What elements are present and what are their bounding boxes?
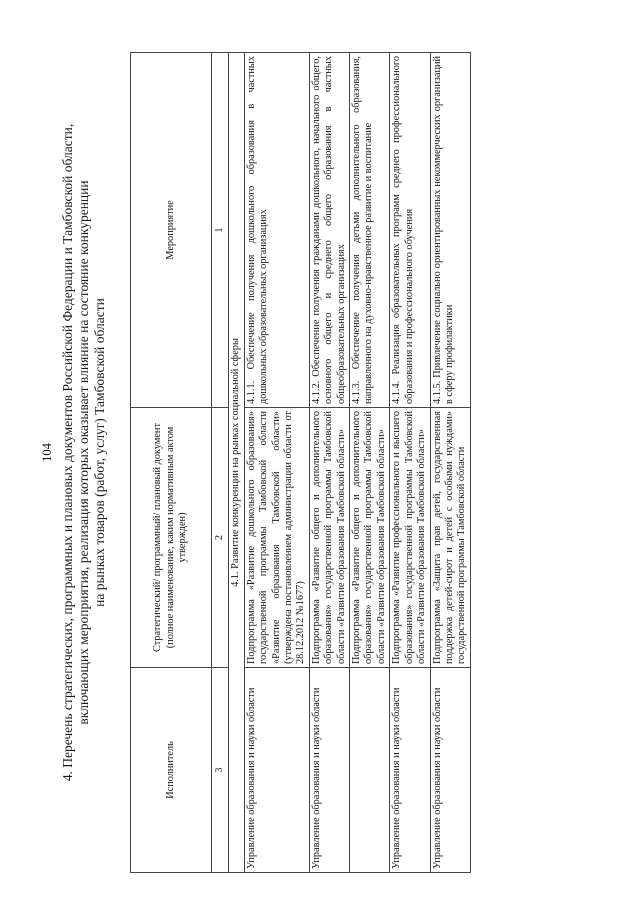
section-title: 4.1. Развитие конкуренции на рынках социальной сферы xyxy=(229,53,244,873)
activity-cell: 4.1.2. Обеспечение получения гражданами дошкольного, начального общего, основного общего и среднего общего образования в частных общеобразовательных организациях xyxy=(309,53,349,408)
table-header-row xyxy=(131,53,212,873)
table-row xyxy=(309,53,349,873)
page-number: 104 xyxy=(40,443,54,462)
column-number-row xyxy=(212,53,229,873)
activity-cell: 4.1.5. Привлечение социально ориентированных некоммерческих организаций в сферу профилактики xyxy=(430,53,470,408)
column-number: 2 xyxy=(212,408,229,668)
executor-cell: Управление образования и науки области xyxy=(430,668,470,873)
header-activity: Мероприятие xyxy=(131,53,212,408)
section-row xyxy=(229,53,244,873)
table-row xyxy=(244,53,309,873)
executor-cell: Управление образования и науки области xyxy=(309,668,349,873)
document-cell: Подпрограмма «Развитие профессионального и высшего образования» государственной программы Тамбовской области «Развитие образования Тамбовской области» xyxy=(390,408,430,668)
document-cell: Подпрограмма «Развитие общего и дополнительного образования» государственной программы Тамбовской области «Развитие образования Тамбовской области» xyxy=(309,408,349,668)
table-row xyxy=(350,53,390,873)
document-cell: Подпрограмма «Развитие дошкольного образования» государственной программы Тамбовской области «Развитие образования Тамбовской области» (утверждена постановлением администрации области от 28.12.2012 №1677) xyxy=(244,408,309,668)
activity-cell: 4.1.3. Обеспечение получения детьми дополнительного образования, направленного на духовно-нравственное развитие и воспитание xyxy=(350,53,390,408)
document-title xyxy=(60,30,108,875)
header-executor: Исполнитель xyxy=(131,668,212,873)
column-number: 3 xyxy=(212,668,229,873)
title-line: 4. Перечень стратегических, программных и плановых документов Российской Федерации и Тамбовской области, xyxy=(60,123,75,782)
activity-cell: 4.1.4. Реализация образовательных программ среднего профессионального образования и профессионального обучения xyxy=(390,53,430,408)
executor-cell: Управление образования и науки области xyxy=(244,668,309,873)
table-row xyxy=(430,53,470,873)
executor-cell xyxy=(350,668,390,873)
document-cell: Подпрограмма «Защита прав детей, государственная поддержка детей-сирот и детей с особыми нуждами» государственной программы Тамбовской области xyxy=(430,408,470,668)
documents-table xyxy=(130,52,471,873)
table-row xyxy=(390,53,430,873)
title-line: включающих мероприятия, реализация которых оказывает влияние на состояние конкуренции xyxy=(76,180,91,725)
document-cell: Подпрограмма «Развитие общего и дополнительного образования» государственной программы Тамбовской области «Развитие образования Тамбовской области» xyxy=(350,408,390,668)
executor-cell: Управление образования и науки области xyxy=(390,668,430,873)
header-document: Стратегический/ программный/ плановый документ (полное наименование, каким нормативным актом утвержден) xyxy=(131,408,212,668)
column-number: 1 xyxy=(212,53,229,408)
activity-cell: 4.1.1. Обеспечение получения дошкольного образования в частных дошкольных образовательных организациях xyxy=(244,53,309,408)
title-line: на рынках товаров (работ, услуг) Тамбовской области xyxy=(92,298,107,607)
